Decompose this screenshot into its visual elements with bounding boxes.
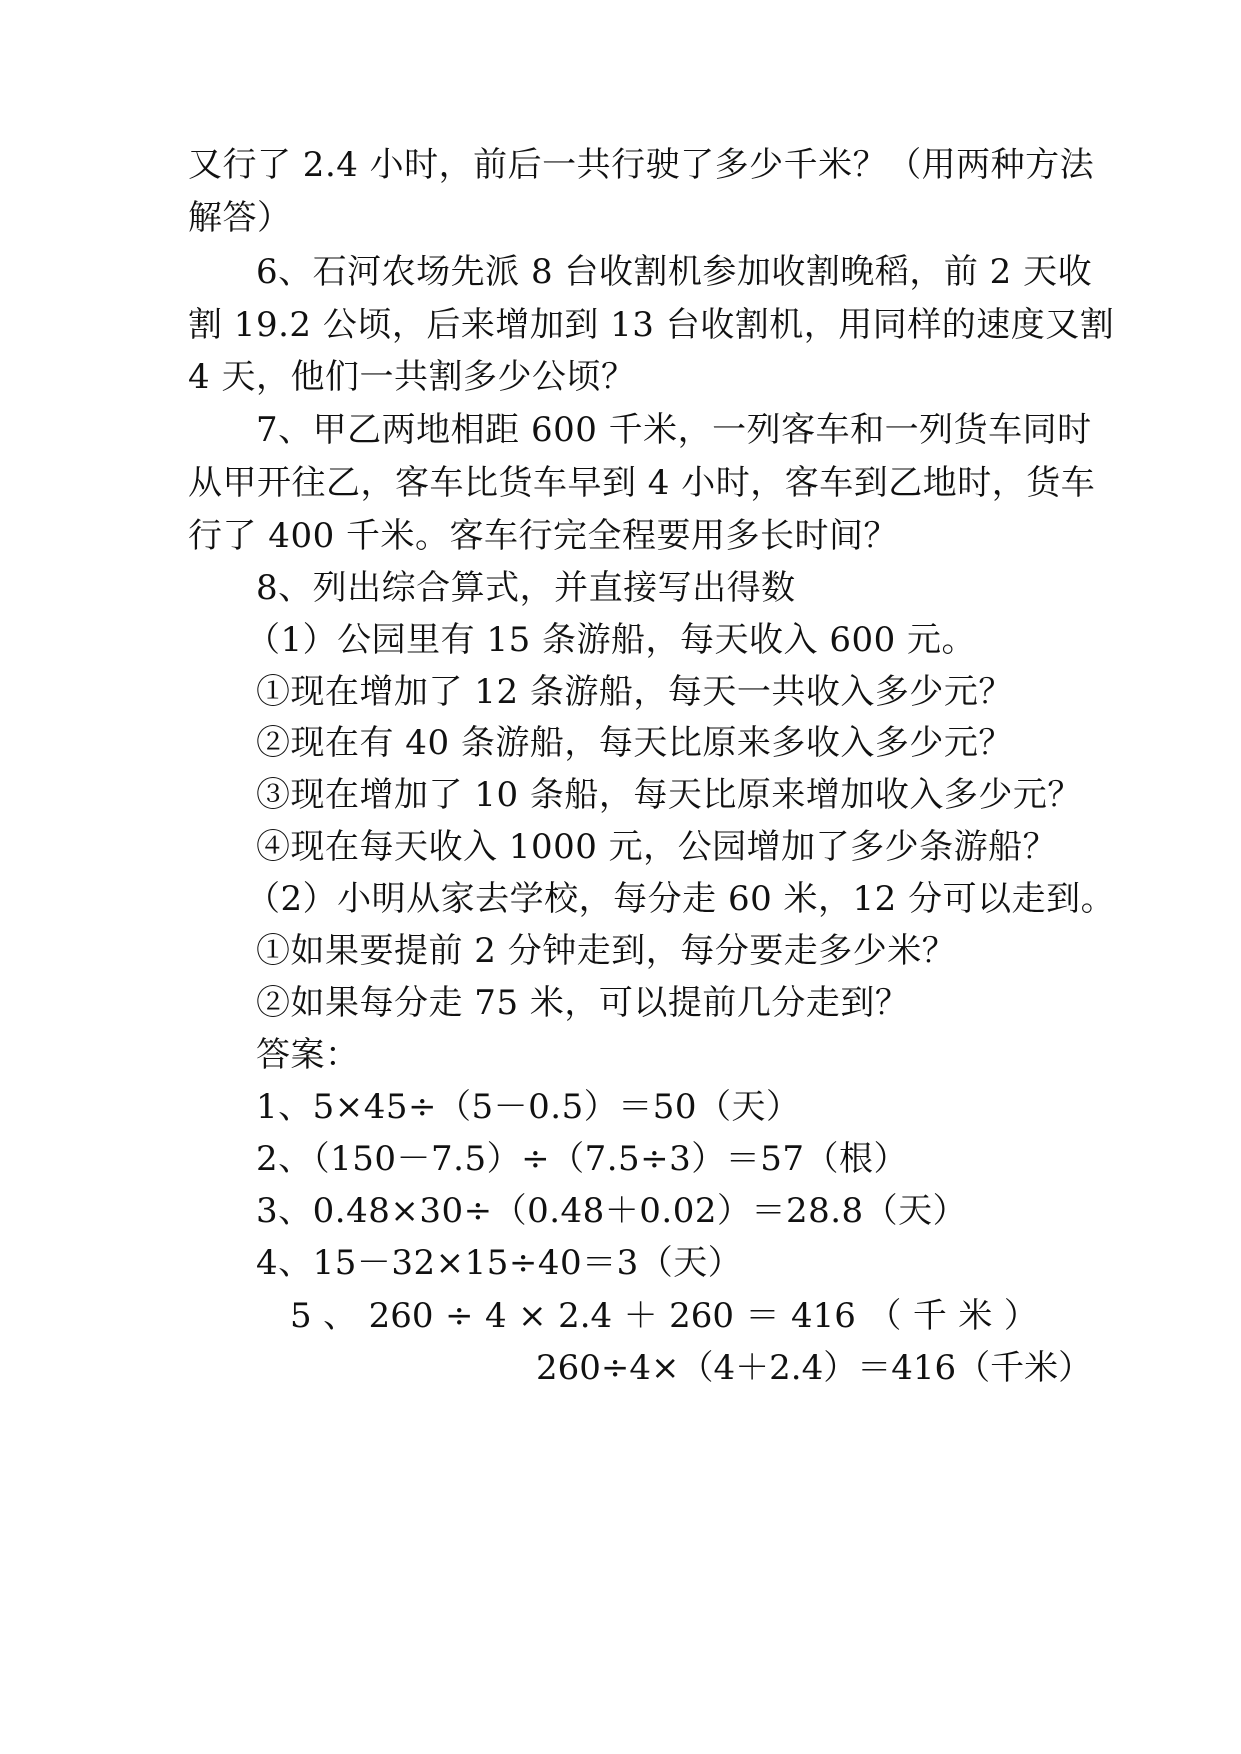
answer-5-method-2: 260÷4×（4＋2.4）＝416（千米） bbox=[536, 1348, 1093, 1388]
text-line-q5-continued: 又行了 2.4 小时，前后一共行驶了多少千米？（用两种方法 bbox=[188, 145, 1095, 185]
answer-5-token: ） bbox=[1003, 1296, 1038, 1336]
answer-5-token: 2.4 bbox=[558, 1296, 613, 1336]
question-6-line-2: 割 19.2 公顷，后来增加到 13 台收割机，用同样的速度又割 bbox=[188, 305, 1115, 345]
answer-5-token: 416 bbox=[791, 1296, 856, 1336]
answer-5-token: 260 bbox=[368, 1296, 434, 1336]
answer-5-token: ÷ bbox=[445, 1296, 474, 1336]
answer-5-token: 260 bbox=[669, 1296, 735, 1336]
question-8-1-item-4: ④现在每天收入 1000 元，公园增加了多少条游船？ bbox=[256, 827, 1058, 867]
question-8-part-2: （2）小明从家去学校，每分走 60 米，12 分可以走到。 bbox=[246, 879, 1116, 919]
answers-heading: 答案： bbox=[256, 1035, 360, 1075]
question-8-part-1: （1）公园里有 15 条游船，每天收入 600 元。 bbox=[246, 620, 977, 660]
question-7-line-2: 从甲开往乙，客车比货车早到 4 小时，客车到乙地时，货车 bbox=[188, 463, 1096, 503]
question-8-1-item-1: ①现在增加了 12 条游船，每天一共收入多少元？ bbox=[256, 672, 1013, 712]
question-6-line-1: 6、石河农场先派 8 台收割机参加收割晚稻，前 2 天收 bbox=[256, 252, 1093, 292]
question-7-line-3: 行了 400 千米。客车行完全程要用多长时间？ bbox=[188, 516, 899, 556]
answer-1: 1、5×45÷（5－0.5）＝50（天） bbox=[256, 1087, 801, 1127]
answer-3: 3、0.48×30÷（0.48＋0.02）＝28.8（天） bbox=[256, 1191, 968, 1231]
answer-4: 4、15－32×15÷40＝3（天） bbox=[256, 1243, 743, 1283]
answer-5-token: ＝ bbox=[745, 1296, 780, 1336]
text-line-q5-end: 解答） bbox=[188, 198, 292, 238]
question-8-heading: 8、列出综合算式，并直接写出得数 bbox=[256, 568, 796, 608]
answer-5-token: 、 bbox=[323, 1296, 358, 1336]
answer-5-token: （ bbox=[867, 1296, 902, 1336]
answer-5-token: × bbox=[518, 1296, 547, 1336]
answer-5-method-1 bbox=[290, 1296, 1038, 1336]
question-8-2-item-2: ②如果每分走 75 米，可以提前几分走到？ bbox=[256, 983, 910, 1023]
answer-5-token: 米 bbox=[958, 1296, 993, 1336]
answer-5-token: 5 bbox=[290, 1296, 312, 1336]
answer-5-token: 4 bbox=[484, 1296, 507, 1336]
answer-5-token: ＋ bbox=[623, 1296, 658, 1336]
answer-2: 2、（150－7.5）÷（7.5÷3）＝57（根） bbox=[256, 1139, 909, 1179]
question-6-line-3: 4 天，他们一共割多少公顷？ bbox=[188, 357, 636, 397]
question-8-2-item-1: ①如果要提前 2 分钟走到，每分要走多少米？ bbox=[256, 931, 957, 971]
question-8-1-item-3: ③现在增加了 10 条船，每天比原来增加收入多少元？ bbox=[256, 775, 1082, 815]
question-8-1-item-2: ②现在有 40 条游船，每天比原来多收入多少元？ bbox=[256, 723, 1013, 763]
question-7-line-1: 7、甲乙两地相距 600 千米，一列客车和一列货车同时 bbox=[256, 410, 1092, 450]
answer-5-token: 千 bbox=[912, 1296, 947, 1336]
